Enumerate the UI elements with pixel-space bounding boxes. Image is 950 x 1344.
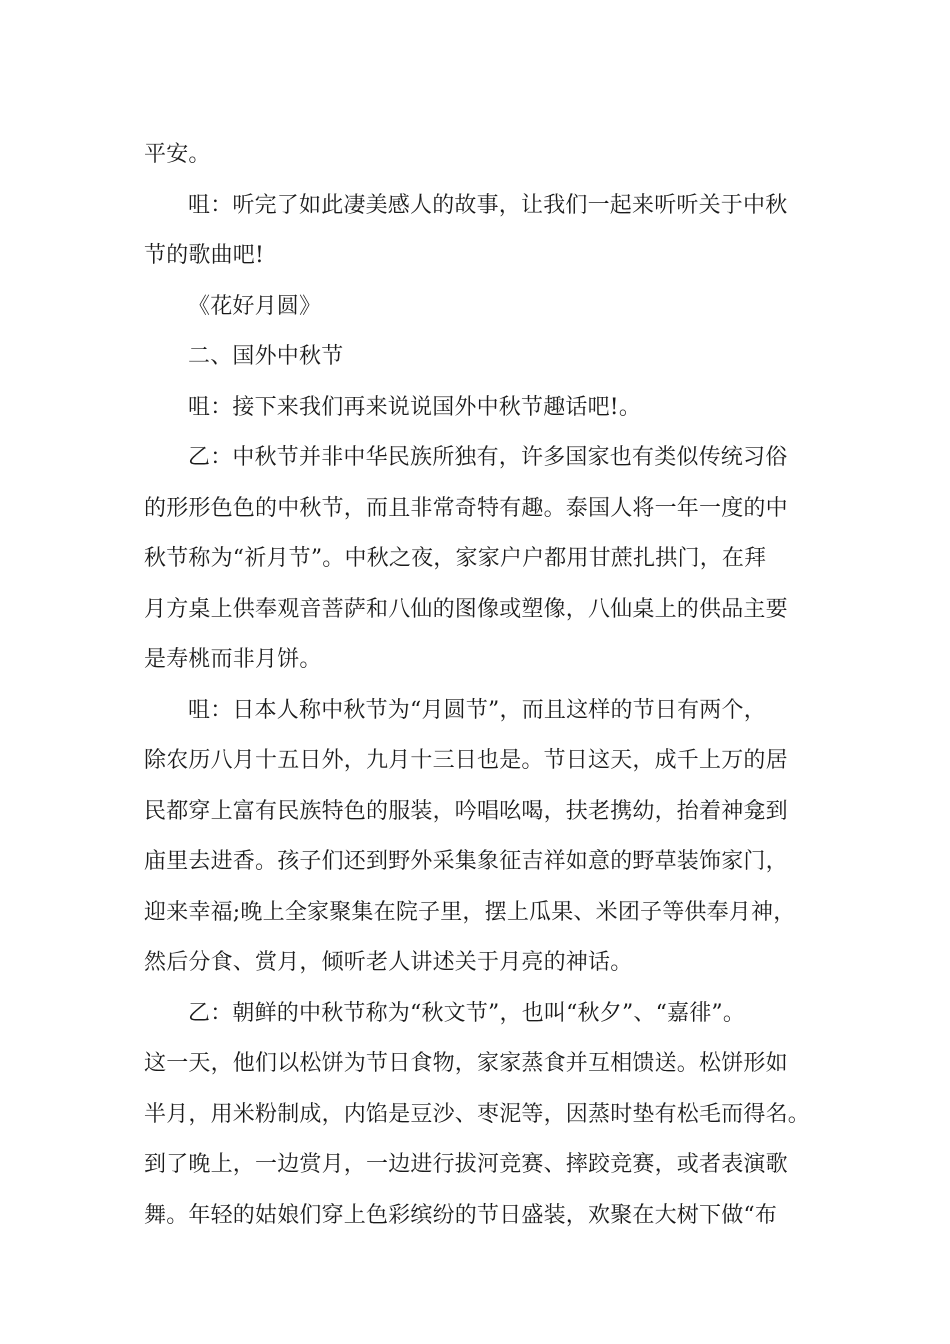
text-line: 民都穿上富有民族特色的服装，吟唱吆喝，扶老携幼，抬着神龛到: [144, 798, 788, 824]
text-line: 迎来幸福;晚上全家聚集在院子里，摆上瓜果、米团子等供奉月神，: [144, 899, 796, 925]
text-line: 舞。年轻的姑娘们穿上色彩缤纷的节日盛装，欢聚在大树下做“布: [144, 1202, 778, 1228]
text-line: 庙里去进香。孩子们还到野外采集象征吉祥如意的野草装饰家门，: [144, 849, 788, 874]
text-line: 节的歌曲吧!: [144, 243, 265, 268]
text-line: 这一天，他们以松饼为节日食物，家家蒸食并互相馈送。松饼形如: [144, 1051, 788, 1076]
text-line: 平安。: [144, 142, 211, 167]
text-line: 乙：朝鲜的中秋节称为“秋文节”，也叫“秋夕”、“嘉徘”。: [188, 1000, 746, 1026]
text-line: 咀：日本人称中秋节为“月圆节”，而且这样的节日有两个，: [188, 697, 766, 723]
text-line: 咀：听完了如此凄美感人的故事，让我们一起来听听关于中秋: [188, 192, 788, 218]
text-line: 半月，用米粉制成，内馅是豆沙、枣泥等，因蒸时垫有松毛而得名。: [144, 1101, 811, 1127]
text-line: 乙：中秋节并非中华民族所独有，许多国家也有类似传统习俗: [188, 445, 788, 470]
text-line: 二、国外中秋节: [188, 344, 344, 369]
text-line: 《花好月圆》: [188, 293, 322, 319]
text-line: 除农历八月十五日外，九月十三日也是。节日这天，成千上万的居: [144, 748, 788, 773]
text-line: 的形形色色的中秋节，而且非常奇特有趣。泰国人将一年一度的中: [144, 495, 788, 521]
text-line: 然后分食、赏月，倾听老人讲述关于月亮的神话。: [144, 950, 633, 975]
document-body: [144, 130, 814, 1241]
text-line: 月方桌上供奉观音菩萨和八仙的图像或塑像，八仙桌上的供品主要: [144, 596, 788, 622]
text-line: 咀：接下来我们再来说说国外中秋节趣话吧!。: [188, 394, 642, 420]
text-line: 是寿桃而非月饼。: [144, 647, 322, 672]
text-line: 到了晚上，一边赏月，一边进行拔河竞赛、摔跤竞赛，或者表演歌: [144, 1152, 788, 1177]
text-line: 秋节称为“祈月节”。中秋之夜，家家户户都用甘蔗扎拱门，在拜: [144, 546, 767, 571]
